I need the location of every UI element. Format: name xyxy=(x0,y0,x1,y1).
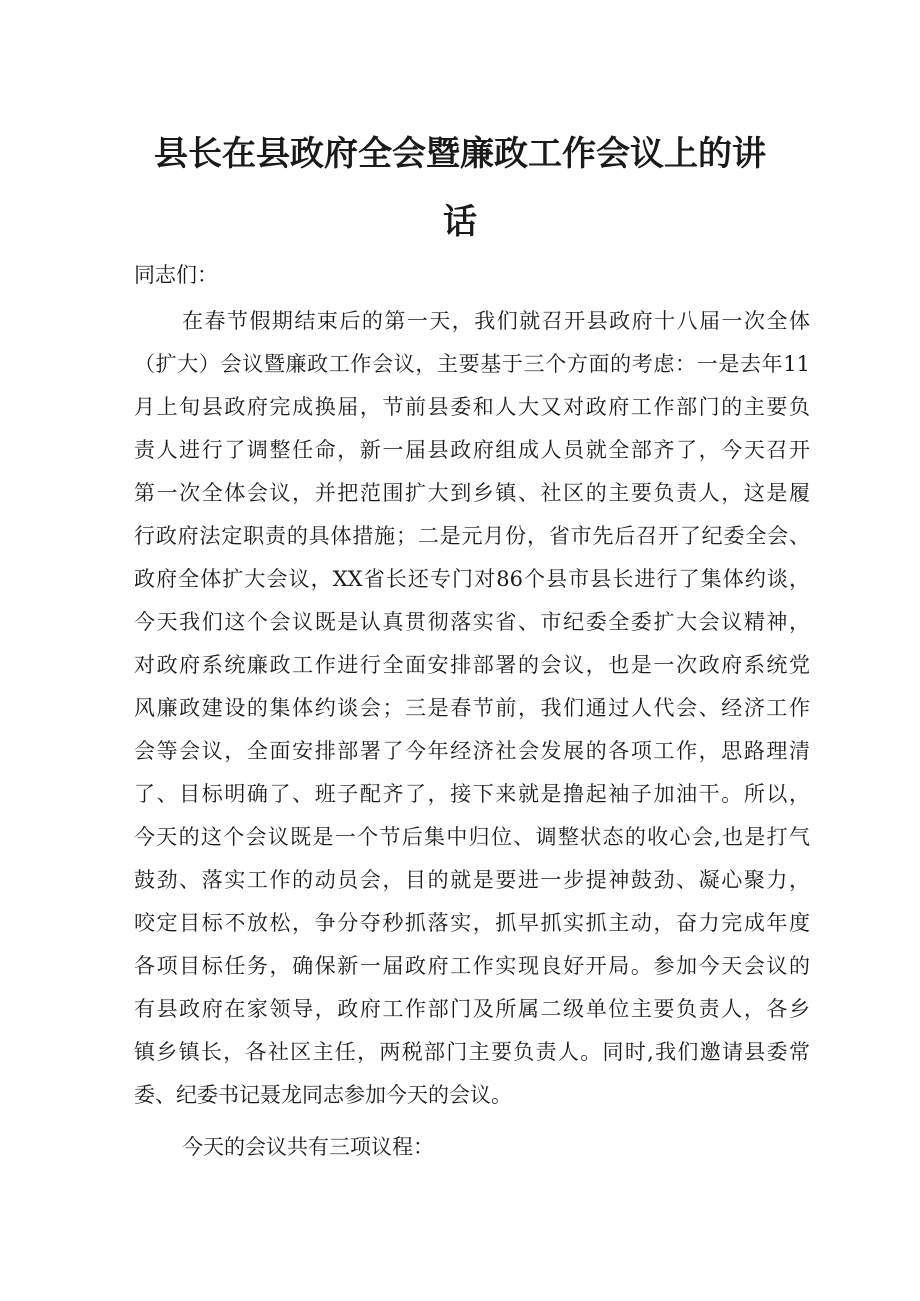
paragraph-line: 政府全体扩大会议，XX省长还专门对86个县市县长进行了集体约谈， xyxy=(134,567,810,591)
paragraph-line: 今天我们这个会议既是认真贯彻落实省、市纪委全委扩大会议精神， xyxy=(134,610,810,634)
paragraph-line: 了、目标明确了、班子配齐了，接下来就是撸起袖子加油干。所以， xyxy=(134,782,810,806)
paragraph-2 xyxy=(134,1126,810,1169)
document-title-line2: 话 xyxy=(443,202,477,242)
paragraph-line: 第一次全体会议，并把范围扩大到乡镇、社区的主要负责人，这是履 xyxy=(134,481,810,505)
paragraph-line: （扩大）会议暨廉政工作会议，主要基于三个方面的考虑：一是去年11 xyxy=(134,352,810,376)
paragraph-line: 有县政府在家领导，政府工作部门及所属二级单位主要负责人，各乡 xyxy=(134,997,810,1021)
paragraph-line: 各项目标任务，确保新一届政府工作实现良好开局。参加今天会议的 xyxy=(134,954,810,978)
paragraph-line: 责人进行了调整任命，新一届县政府组成人员就全部齐了，今天召开 xyxy=(134,438,810,462)
salutation: 同志们： xyxy=(134,263,218,287)
paragraph-line: 行政府法定职责的具体措施；二是元月份，省市先后召开了纪委全会、 xyxy=(134,524,810,548)
paragraph-1 xyxy=(134,300,810,1117)
paragraph-line: 对政府系统廉政工作进行全面安排部署的会议，也是一次政府系统党 xyxy=(134,653,810,677)
paragraph-line: 委、纪委书记聂龙同志参加今天的会议。 xyxy=(134,1083,512,1107)
paragraph-line: 今天的会议共有三项议程： xyxy=(182,1135,434,1159)
paragraph-line: 鼓劲、落实工作的动员会，目的就是要进一步提神鼓劲、凝心聚力， xyxy=(134,868,810,892)
paragraph-line: 今天的这个会议既是一个节后集中归位、调整状态的收心会,也是打气 xyxy=(134,825,810,849)
document-title-line1: 县长在县政府全会暨廉政工作会议上的讲 xyxy=(154,134,766,174)
paragraph-line: 镇乡镇长，各社区主任，两税部门主要负责人。同时,我们邀请县委常 xyxy=(134,1040,810,1064)
paragraph-line: 月上旬县政府完成换届，节前县委和人大又对政府工作部门的主要负 xyxy=(134,395,810,419)
paragraph-line: 咬定目标不放松，争分夺秒抓落实，抓早抓实抓主动，奋力完成年度 xyxy=(134,911,810,935)
paragraph-line: 在春节假期结束后的第一天，我们就召开县政府十八届一次全体 xyxy=(182,309,810,333)
paragraph-line: 风廉政建设的集体约谈会；三是春节前，我们通过人代会、经济工作 xyxy=(134,696,810,720)
paragraph-line: 会等会议，全面安排部署了今年经济社会发展的各项工作，思路理清 xyxy=(134,739,810,763)
